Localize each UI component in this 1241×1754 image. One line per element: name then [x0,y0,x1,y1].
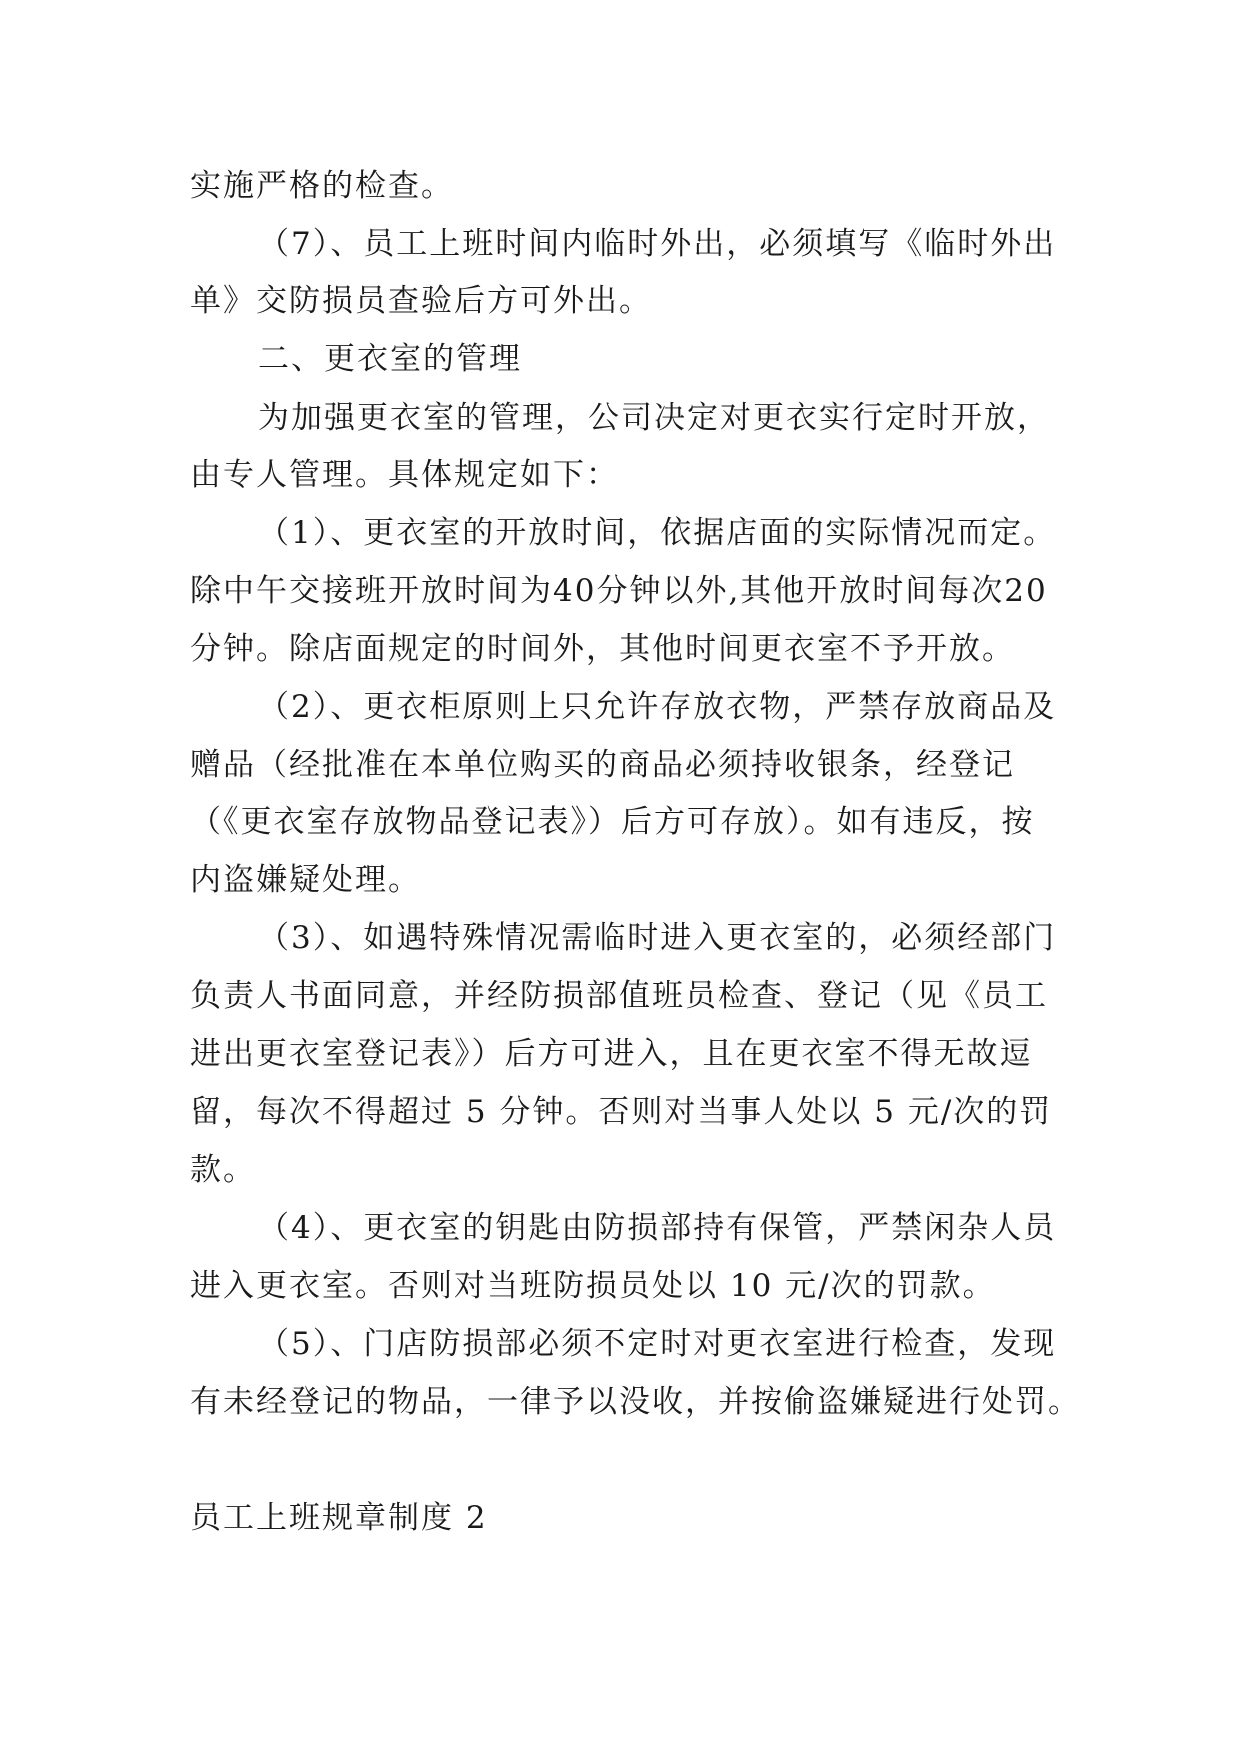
paragraph-line: 单》交防损员查验后方可外出。 [190,283,652,319]
paragraph-line: 赠品（经批准在本单位购买的商品必须持收银条，经登记 [190,747,1015,783]
paragraph-line: （4）、更衣室的钥匙由防损部持有保管，严禁闲杂人员 [258,1210,1057,1246]
paragraph-line: （7）、员工上班时间内临时外出，必须填写《临时外出 [258,226,1057,262]
paragraph-line: 进出更衣室登记表》）后方可进入，且在更衣室不得无故逗 [190,1036,1033,1072]
paragraph-line: 由专人管理。具体规定如下： [190,457,619,493]
section-heading: 二、更衣室的管理 [258,341,522,377]
paragraph-line: （3）、如遇特殊情况需临时进入更衣室的，必须经部门 [258,920,1057,956]
paragraph-line: 分钟。除店面规定的时间外，其他时间更衣室不予开放。 [190,631,1015,667]
paragraph-line: 除中午交接班开放时间为40分钟以外,其他开放时间每次20 [190,573,1048,609]
paragraph-line: 内盗嫌疑处理。 [190,862,421,898]
paragraph-line: 进入更衣室。否则对当班防损员处以 10 元/次的罚款。 [190,1268,996,1304]
paragraph-line: （2）、更衣柜原则上只允许存放衣物，严禁存放商品及 [258,689,1057,725]
paragraph-line: 款。 [190,1152,256,1188]
paragraph-line: 有未经登记的物品，一律予以没收，并按偷盗嫌疑进行处罚。 [190,1384,1081,1420]
paragraph-line: （5）、门店防损部必须不定时对更衣室进行检查，发现 [258,1326,1057,1362]
paragraph-line: 负责人书面同意，并经防损部值班员检查、登记（见《员工 [190,978,1048,1014]
paragraph-line: 为加强更衣室的管理，公司决定对更衣实行定时开放， [258,400,1050,436]
paragraph-line: 留，每次不得超过 5 分钟。否则对当事人处以 5 元/次的罚 [190,1094,1053,1130]
paragraph-line: （《更衣室存放物品登记表》）后方可存放）。如有违反，按 [190,804,1035,840]
paragraph-line: 实施严格的检查。 [190,168,454,204]
paragraph-line: （1）、更衣室的开放时间，依据店面的实际情况而定。 [258,515,1057,551]
document-title: 员工上班规章制度 2 [190,1500,488,1536]
